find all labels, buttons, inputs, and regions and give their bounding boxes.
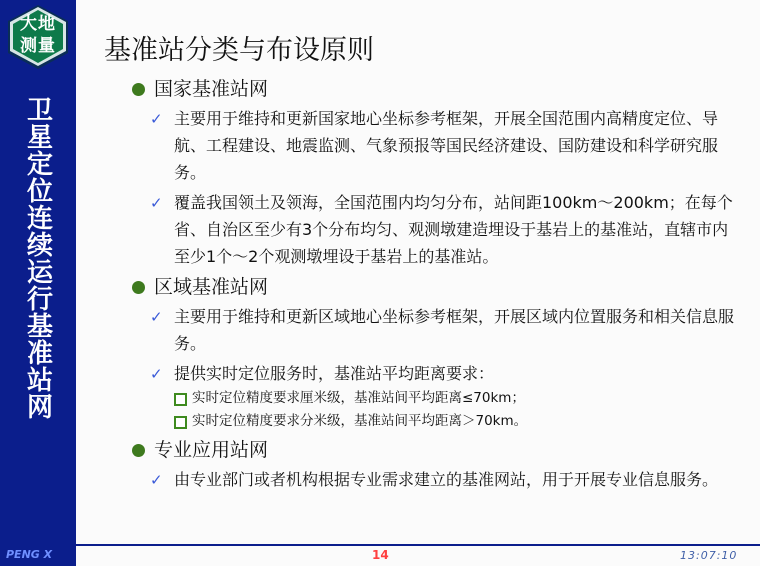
checkmark-icon: ✓ [150,308,163,326]
list-item [130,105,742,186]
sub-list-item [130,387,742,410]
checkmark-icon: ✓ [150,194,163,212]
section-heading-text: 国家基准站网 [154,78,269,100]
list-item [130,360,742,387]
list-item [130,303,742,357]
page-number: 14 [372,548,389,562]
section-heading-text: 专业应用站网 [154,439,269,461]
sidebar-title-text: 卫星定位连续运行基准站网 [22,96,53,420]
sub-list-item-text: 实时定位精度要求分米级，基准站间平均距离＞70km。 [192,413,528,429]
list-item-text: 提供实时定位服务时，基准站平均距离要求： [174,364,495,383]
footer-time: 13:07:10 [680,549,738,562]
footer-author: PENG X [6,548,53,561]
section-heading [130,274,742,300]
list-item [130,189,742,270]
checkmark-icon: ✓ [150,365,163,383]
checkmark-icon: ✓ [150,110,163,128]
bullet-dot-icon [132,444,145,457]
page-title: 基准站分类与布设原则 [104,35,374,66]
section-heading [130,76,742,102]
bullet-dot-icon [132,83,145,96]
list-item [130,466,742,493]
section-heading-text: 区域基准站网 [154,276,269,298]
list-item-text: 覆盖我国领土及领海，全国范围内均匀分布，站间距100km～200km；在每个省、自治区至少有3个分布均匀、观测墩建造埋设于基岩上的基准站，直辖市内至少1个～2个观测墩埋设于基岩上的基准站。 [174,193,733,266]
content [130,72,742,493]
logo-line-1: 大地 [20,14,56,34]
list-item-text: 由专业部门或者机构根据专业需求建立的基准网站，用于开展专业信息服务。 [174,470,719,489]
sub-list-item [130,410,742,433]
sidebar [0,0,76,544]
checkmark-icon: ✓ [150,471,163,489]
list-item-text: 主要用于维持和更新区域地心坐标参考框架，开展区域内位置服务和相关信息服务。 [174,307,735,353]
square-bullet-icon [174,416,187,429]
sidebar-title [0,96,76,420]
footer-strip [76,546,760,566]
list-item-text: 主要用于维持和更新国家地心坐标参考框架，开展全国范围内高精度定位、导航、工程建设、地震监测、气象预报等国民经济建设、国防建设和科学研究服务。 [174,109,719,182]
logo-line-2: 测量 [20,36,56,56]
bullet-dot-icon [132,281,145,294]
logo [4,2,72,72]
section-heading [130,437,742,463]
square-bullet-icon [174,393,187,406]
logo-text [4,13,72,57]
sub-list-item-text: 实时定位精度要求厘米级，基准站间平均距离≤70km； [192,390,525,406]
